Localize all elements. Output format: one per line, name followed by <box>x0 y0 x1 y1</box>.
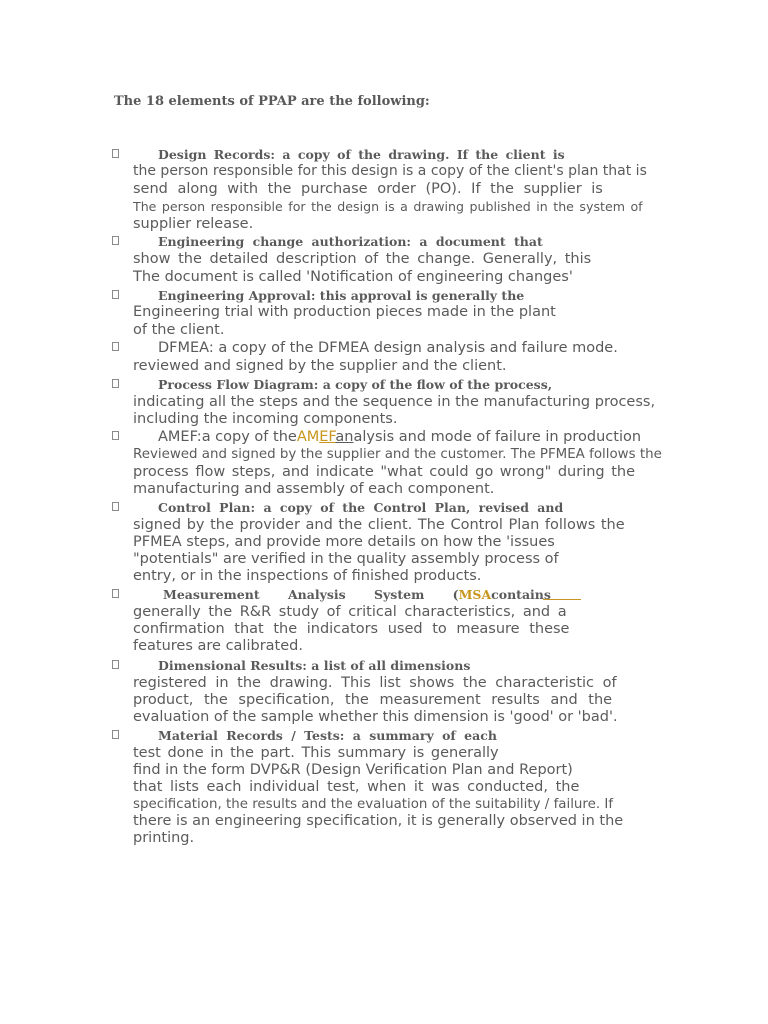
item-title: DFMEA: a copy of the DFMEA design analysis and failure mode. <box>158 340 618 356</box>
highlighted-text: MSA <box>458 587 492 602</box>
item-line: process flow steps, and indicate "what could go wrong" during the <box>133 464 636 480</box>
item-title: Dimensional Results: a list of all dimensions <box>158 658 471 673</box>
item-line: Engineering trial with production pieces made in the plant <box>133 304 556 320</box>
item-title: Design Records: a copy of the drawing. If the client is <box>158 147 565 162</box>
item-line: find in the form DVP&R (Design Verification Plan and Report) <box>133 762 573 778</box>
item-title: Process Flow Diagram: a copy of the flow of the process, <box>158 377 553 392</box>
item-line: "potentials" are verified in the quality assembly process of <box>133 551 559 567</box>
checkbox-bullet-icon <box>112 379 119 388</box>
item-line: show the detailed description of the change. Generally, this <box>133 251 592 267</box>
item-title: Control Plan: a copy of the Control Plan, revised and <box>158 500 564 515</box>
item-line: product, the specification, the measurement results and the <box>133 692 613 708</box>
item-line: Reviewed and signed by the supplier and the customer. The PFMEA follows the <box>133 447 662 462</box>
item-line: manufacturing and assembly of each component. <box>133 481 495 497</box>
highlighted-text: AM <box>296 429 320 445</box>
title-text: alysis and mode of failure in production <box>353 429 642 445</box>
item-line: The person responsible for the design is a drawing published in the system of <box>133 199 643 214</box>
item-line: registered in the drawing. This list shows the characteristic of <box>133 675 617 691</box>
item-line: printing. <box>133 830 195 846</box>
item-line: that lists each individual test, when it was conducted, the <box>133 779 580 795</box>
checkbox-bullet-icon <box>112 502 119 511</box>
checkbox-bullet-icon <box>112 290 119 299</box>
item-line: confirmation that the indicators used to measure these <box>133 621 570 637</box>
item-line: there is an engineering specification, it is generally observed in the <box>133 813 624 829</box>
checkbox-bullet-icon <box>112 589 119 598</box>
item-title: Engineering change authorization: a document that <box>158 234 543 249</box>
item-line: indicating all the steps and the sequence in the manufacturing process, <box>133 394 656 410</box>
item-line: test done in the part. This summary is generally <box>133 745 499 761</box>
item-line: entry, or in the inspections of finished products. <box>133 568 482 584</box>
title-text: contains <box>491 587 551 602</box>
checkbox-bullet-icon <box>112 431 119 440</box>
item-line: The document is called 'Notification of engineering changes' <box>133 269 573 285</box>
item-line: signed by the provider and the client. The Control Plan follows the <box>133 517 625 533</box>
item-title <box>158 429 641 445</box>
underlined-text: an <box>335 429 354 445</box>
item-line: features are calibrated. <box>133 638 303 654</box>
item-line: evaluation of the sample whether this dimension is 'good' or 'bad'. <box>133 709 618 725</box>
title-text: AMEF:a copy of the <box>158 429 297 445</box>
item-line: of the client. <box>133 322 225 338</box>
checkbox-bullet-icon <box>112 236 119 245</box>
checkbox-bullet-icon <box>112 149 119 158</box>
item-line: send along with the purchase order (PO). If the supplier is <box>133 181 603 197</box>
document-heading: The 18 elements of PPAP are the following: <box>114 94 430 109</box>
checkbox-bullet-icon <box>112 730 119 739</box>
item-line: generally the R&R study of critical characteristics, and a <box>133 604 567 620</box>
item-line: supplier release. <box>133 216 254 232</box>
item-line: the person responsible for this design is a copy of the client's plan that is <box>133 163 647 179</box>
checkbox-bullet-icon <box>112 342 119 351</box>
item-line: specification, the results and the evaluation of the suitability / failure. If <box>133 797 614 812</box>
item-line: including the incoming components. <box>133 411 398 427</box>
blank-underline <box>543 599 581 600</box>
item-title: Material Records / Tests: a summary of each <box>158 728 497 743</box>
title-text: Measurement Analysis System ( <box>163 587 459 602</box>
highlighted-text: EF <box>319 429 336 445</box>
item-line: PFMEA steps, and provide more details on how the 'issues <box>133 534 555 550</box>
item-title <box>163 587 551 602</box>
checkbox-bullet-icon <box>112 660 119 669</box>
item-title: Engineering Approval: this approval is generally the <box>158 288 525 303</box>
item-line: reviewed and signed by the supplier and the client. <box>133 358 507 374</box>
